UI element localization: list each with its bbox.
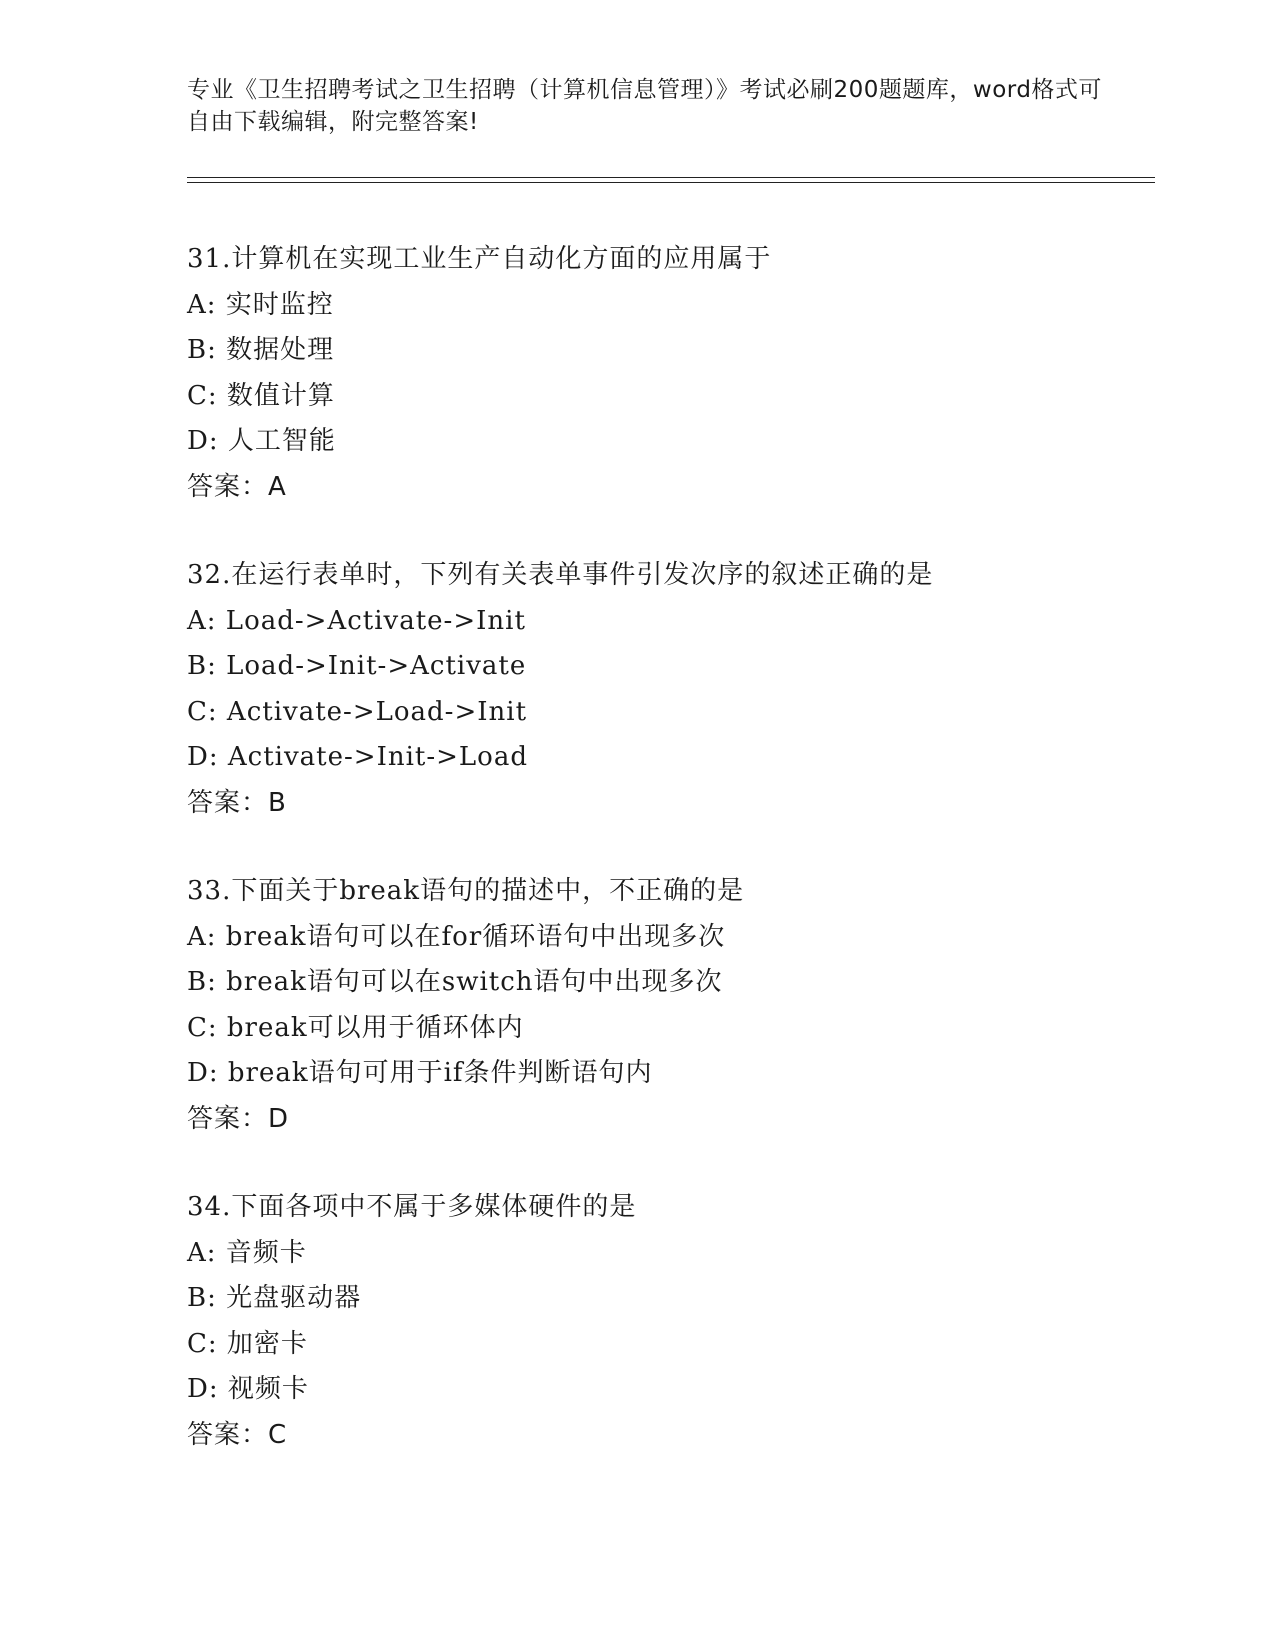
option-c: C: 数值计算 — [187, 380, 335, 411]
option-d: D: Activate->Init->Load — [187, 742, 528, 772]
header-divider-top — [187, 177, 1155, 178]
header-divider-bottom — [187, 182, 1155, 183]
option-c: C: break可以用于循环体内 — [187, 1012, 524, 1043]
option-d: D: break语句可用于if条件判断语句内 — [187, 1058, 653, 1088]
option-a: A: break语句可以在for循环语句中出现多次 — [187, 921, 726, 952]
question-34 — [187, 1185, 1187, 1458]
question-stem: 34.下面各项中不属于多媒体硬件的是 — [187, 1192, 637, 1222]
option-a: A: 实时监控 — [187, 289, 334, 320]
question-33 — [187, 869, 1187, 1142]
question-stem: 31.计算机在实现工业生产自动化方面的应用属于 — [187, 244, 772, 274]
option-d: D: 人工智能 — [187, 426, 336, 456]
document-header: 专业《卫生招聘考试之卫生招聘（计算机信息管理）》考试必刷200题题库，word格式可自由下载编辑，附完整答案! — [187, 77, 1102, 135]
option-b: B: 光盘驱动器 — [187, 1283, 362, 1313]
question-stem: 33.下面关于break语句的描述中，不正确的是 — [187, 876, 745, 906]
question-32 — [187, 553, 1187, 826]
option-a: A: Load->Activate->Init — [187, 605, 526, 636]
option-c: C: Activate->Load->Init — [187, 696, 528, 727]
option-a: A: 音频卡 — [187, 1237, 307, 1268]
option-b: B: break语句可以在switch语句中出现多次 — [187, 967, 723, 997]
answer-line: 答案：D — [187, 1103, 290, 1134]
option-b: B: Load->Init->Activate — [187, 651, 527, 681]
question-31 — [187, 237, 1187, 510]
option-d: D: 视频卡 — [187, 1374, 309, 1404]
option-b: B: 数据处理 — [187, 335, 335, 365]
answer-line: 答案：A — [187, 471, 287, 502]
answer-line: 答案：B — [187, 787, 287, 818]
question-list — [187, 237, 1187, 1501]
answer-line: 答案：C — [187, 1419, 288, 1450]
option-c: C: 加密卡 — [187, 1328, 308, 1359]
question-stem: 32.在运行表单时，下列有关表单事件引发次序的叙述正确的是 — [187, 560, 934, 590]
